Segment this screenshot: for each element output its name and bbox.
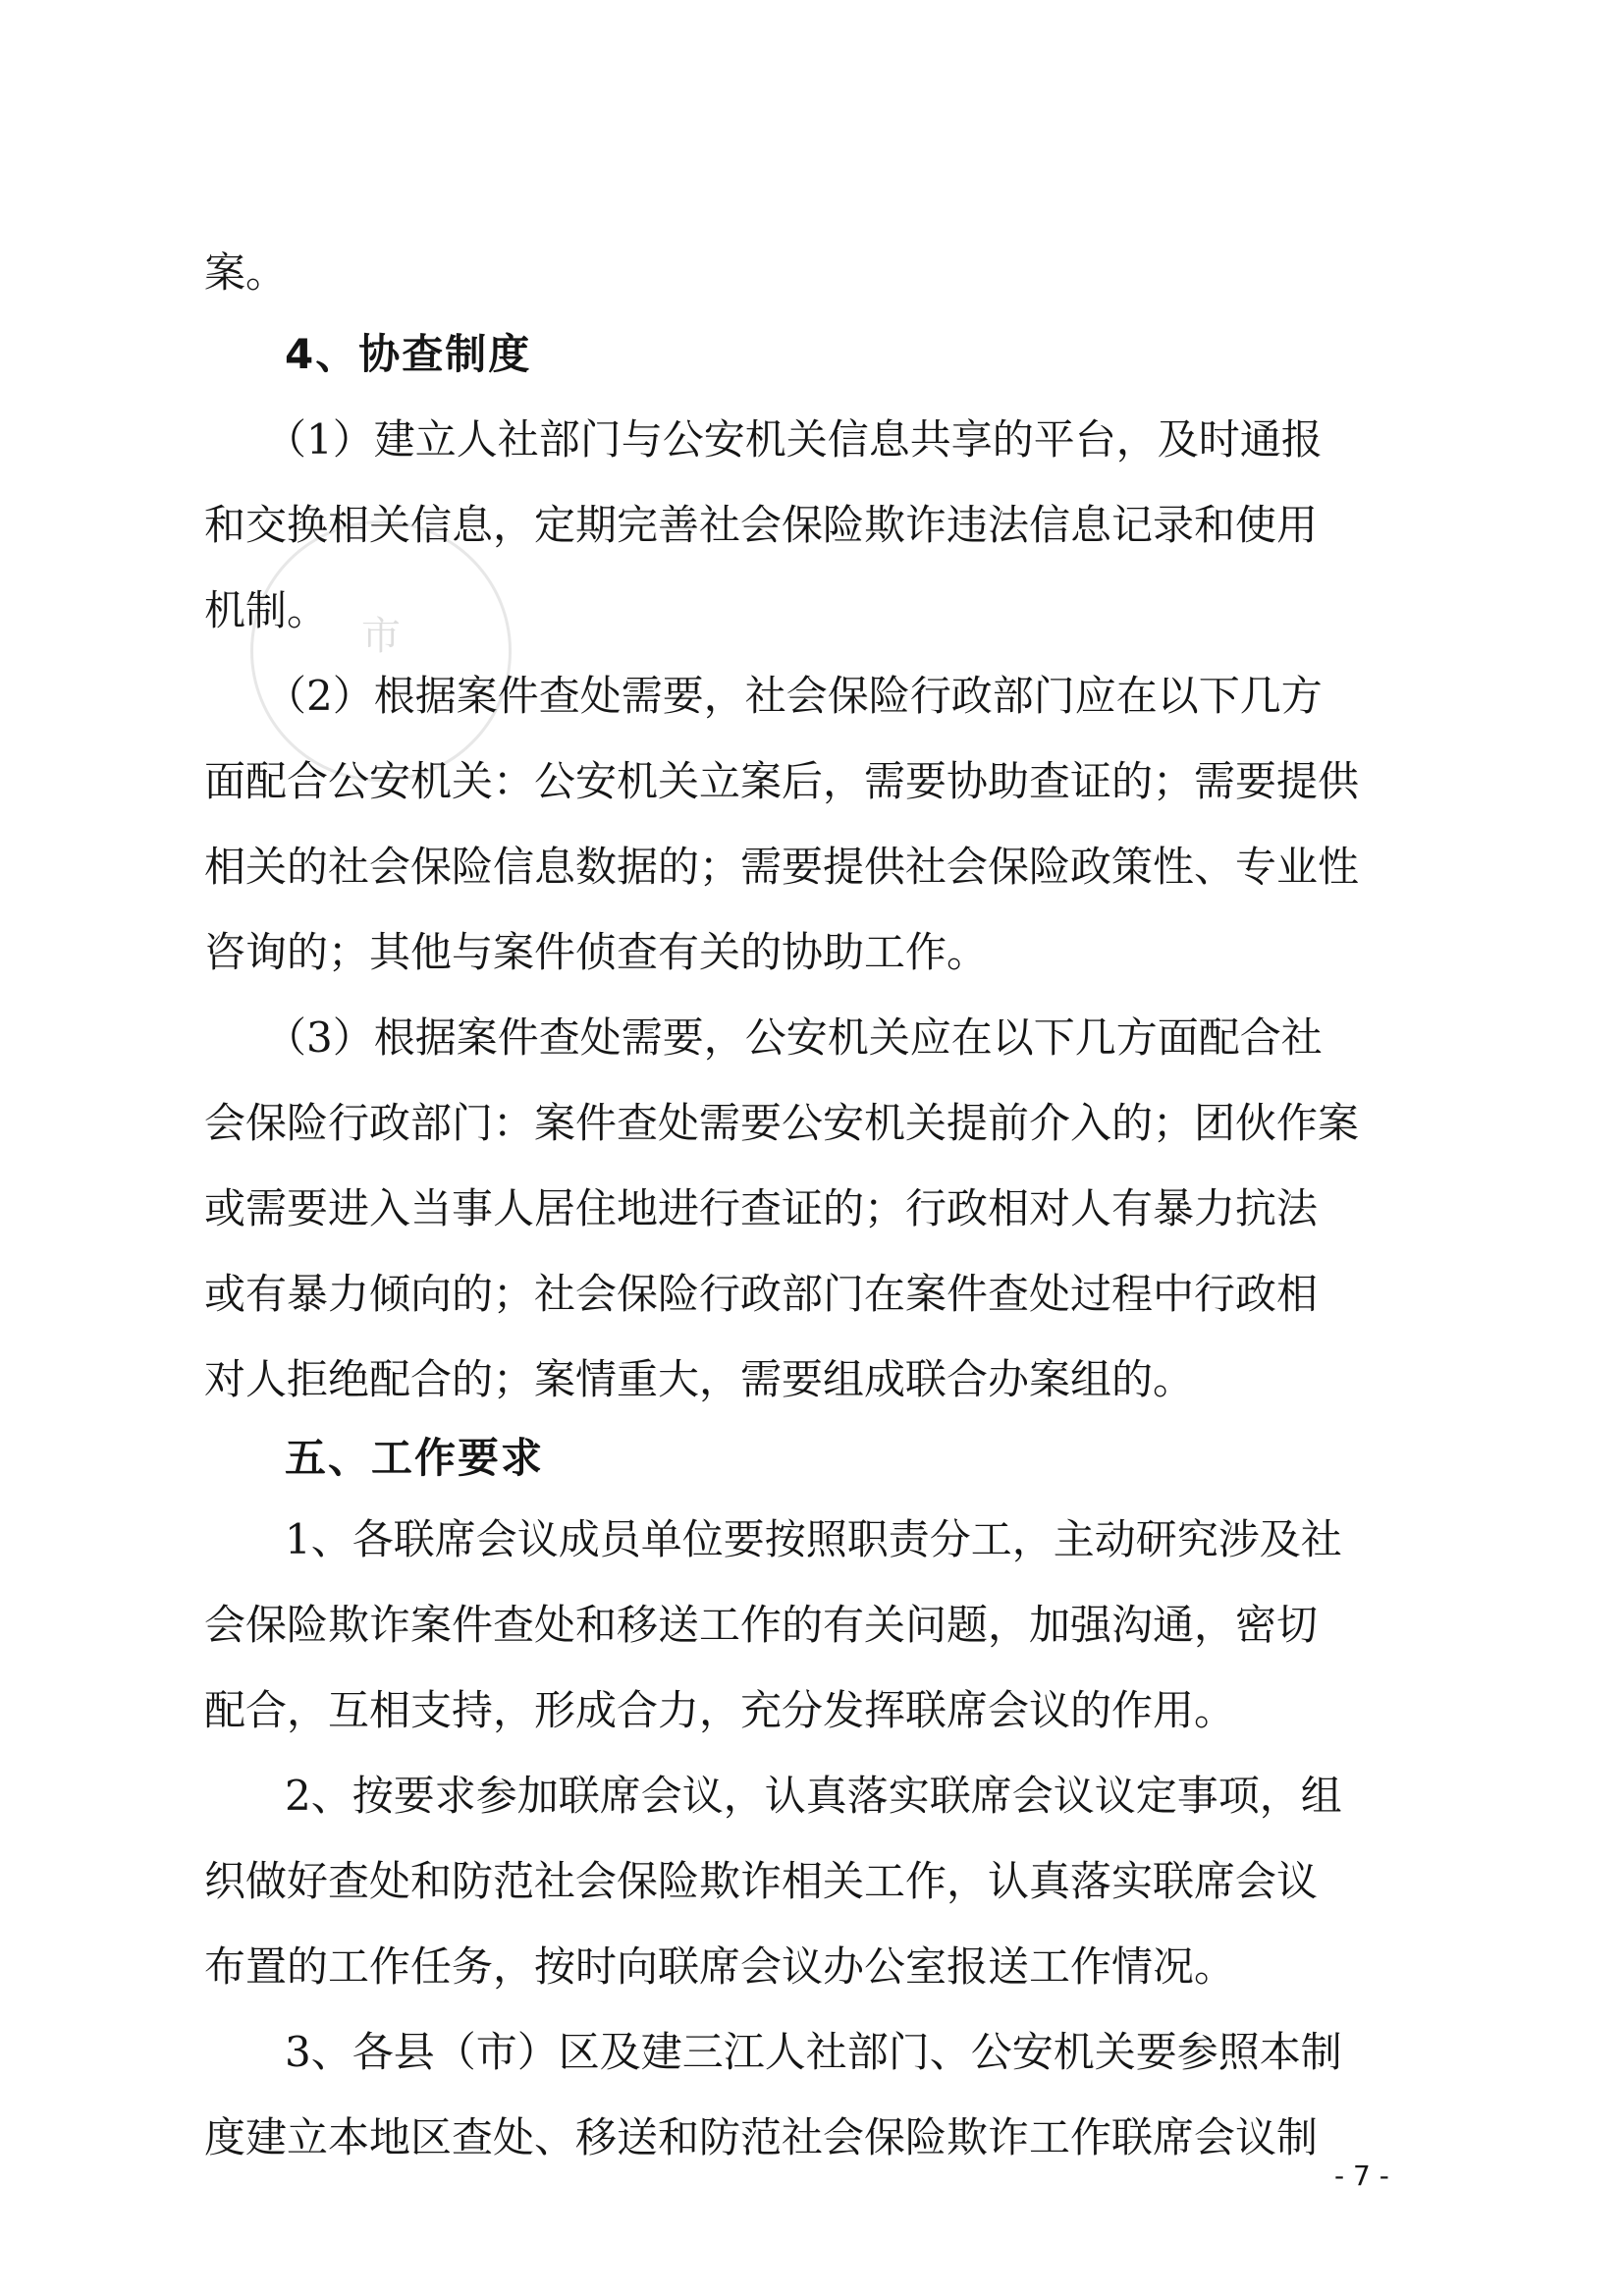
text-line: 布置的工作任务，按时向联席会议办公室报送工作情况。 <box>204 1942 1236 1991</box>
text-line: 会保险欺诈案件查处和移送工作的有关问题，加强沟通，密切 <box>204 1601 1319 1649</box>
text-line: 1、各联席会议成员单位要按照职责分工，主动研究涉及社 <box>285 1515 1342 1563</box>
text-line: 面配合公安机关：公安机关立案后，需要协助查证的；需要提供 <box>204 757 1360 805</box>
official-seal-stamp <box>250 520 512 782</box>
text-line: 会保险行政部门：案件查处需要公安机关提前介入的；团伙作案 <box>204 1099 1360 1147</box>
text-line: 或有暴力倾向的；社会保险行政部门在案件查处过程中行政相 <box>204 1270 1319 1318</box>
text-line: 或需要进入当事人居住地进行查证的；行政相对人有暴力抗法 <box>204 1184 1319 1232</box>
text-line: 度建立本地区查处、移送和防范社会保险欺诈工作联席会议制 <box>204 2113 1319 2161</box>
text-line: 对人拒绝配合的；案情重大，需要组成联合办案组的。 <box>204 1355 1195 1403</box>
text-line: （1）建立人社部门与公安机关信息共享的平台，及时通报 <box>265 415 1323 464</box>
page-number: - 7 - <box>1334 2159 1389 2192</box>
section-heading: 4、协查制度 <box>285 330 532 378</box>
text-line: 2、按要求参加联席会议，认真落实联席会议议定事项，组 <box>285 1772 1342 1820</box>
text-line: （3）根据案件查处需要，公安机关应在以下几方面配合社 <box>265 1013 1323 1062</box>
text-line: 咨询的；其他与案件侦查有关的协助工作。 <box>204 928 989 976</box>
seal-character: 市 <box>361 614 401 659</box>
text-line: 机制。 <box>204 586 329 634</box>
section-heading: 五、工作要求 <box>285 1434 545 1482</box>
text-line: 配合，互相支持，形成合力，充分发挥联席会议的作用。 <box>204 1686 1236 1734</box>
text-line: （2）根据案件查处需要，社会保险行政部门应在以下几方 <box>265 672 1323 720</box>
text-line: 3、各县（市）区及建三江人社部门、公安机关要参照本制 <box>285 2028 1342 2076</box>
text-line: 和交换相关信息，定期完善社会保险欺诈违法信息记录和使用 <box>204 501 1319 549</box>
text-line: 相关的社会保险信息数据的；需要提供社会保险政策性、专业性 <box>204 843 1360 891</box>
text-line: 织做好查处和防范社会保险欺诈相关工作，认真落实联席会议 <box>204 1857 1319 1905</box>
text-line: 案。 <box>204 248 288 297</box>
